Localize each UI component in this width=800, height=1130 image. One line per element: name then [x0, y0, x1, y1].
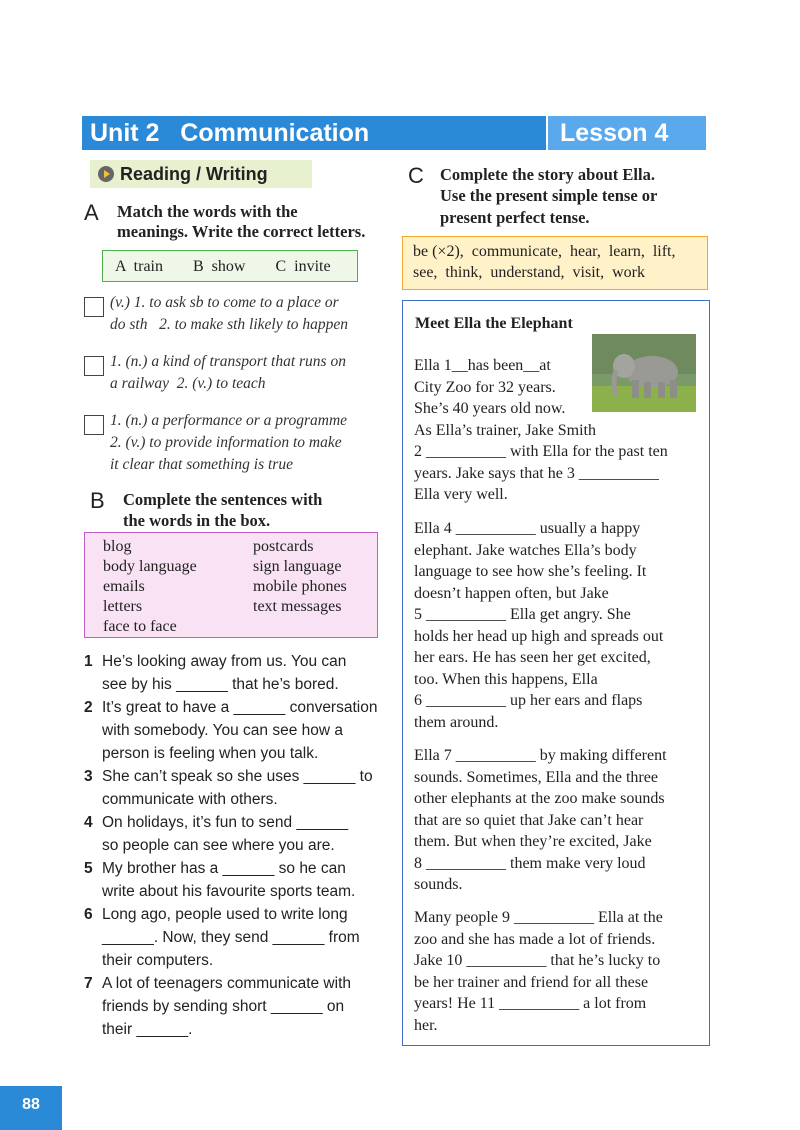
sentence-list	[84, 650, 394, 1041]
story-line: Ella 7 __________ by making different	[414, 747, 667, 764]
story-line: Jake 10 __________ that he’s lucky to	[414, 952, 661, 969]
word-item: postcards	[253, 538, 314, 555]
section-c-instruction-1: Complete the story about Ella.	[440, 165, 655, 184]
word-box	[84, 532, 378, 638]
word-box-col-1	[103, 537, 197, 637]
option-b: B show	[193, 258, 246, 275]
elephant-photo	[592, 334, 696, 412]
answer-checkbox-3[interactable]	[84, 415, 104, 435]
meaning-1: (v.) 1. to ask sb to come to a place or do sth 2. to make sth likely to happen	[110, 294, 349, 333]
meaning-3: 1. (n.) a performance or a programme 2. (v.) to provide information to make it clear that something is true	[110, 412, 348, 473]
sentence-7: 7 A lot of teenagers communicate with friends by sending short ______ on their ______.	[84, 975, 351, 1038]
section-a-instruction-2: meanings. Write the correct letters.	[117, 222, 366, 241]
word-item: letters	[103, 598, 143, 615]
section-tag-label: Reading / Writing	[120, 164, 268, 184]
verb-box-line-1: be (×2), communicate, hear, learn, lift,	[413, 243, 676, 260]
word-item: sign language	[253, 558, 342, 575]
story-line: be her trainer and friend for all these	[414, 973, 649, 991]
section-b-instruction-2: the words in the box.	[123, 511, 271, 530]
play-icon	[98, 166, 114, 182]
section-c-instruction-2: Use the present simple tense or	[440, 186, 658, 205]
verb-box-line-2: see, think, understand, visit, work	[413, 264, 645, 281]
story-line: her ears. He has seen her get excited,	[414, 649, 651, 666]
option-a: A train	[115, 258, 163, 275]
section-c-letter: C	[408, 163, 424, 188]
story-line: them. But when they’re excited, Jake	[414, 833, 652, 850]
sentence-2: 2 It’s great to have a ______ conversation with somebody. You can see how a person is feeling when you talk.	[84, 699, 378, 762]
word-item: emails	[103, 578, 145, 595]
story-line: 6 __________ up her ears and flaps	[414, 692, 643, 709]
lesson-label: Lesson 4	[546, 116, 706, 150]
story-line: sounds.	[414, 876, 463, 893]
sentence-1: 1 He’s looking away from us. You can see by his ______ that he’s bored.	[84, 653, 347, 693]
story-line: them around.	[414, 713, 499, 731]
word-item: face to face	[103, 618, 177, 635]
verb-box	[402, 236, 708, 290]
story-line: language to see how she’s feeling. It	[414, 563, 647, 580]
story-paragraph-4	[414, 907, 663, 1036]
sentence-4: 4 On holidays, it’s fun to send ______ so people can see where you are.	[84, 814, 349, 854]
story-line: sounds. Sometimes, Ella and the three	[414, 768, 658, 786]
story-line: doesn’t happen often, but Jake	[414, 584, 609, 602]
sentence-5: 5 My brother has a ______ so he can write about his favourite sports team.	[84, 860, 356, 900]
story-line: that are so quiet that Jake can’t hear	[414, 811, 644, 829]
story-line: 5 __________ Ella get angry. She	[414, 606, 631, 623]
option-c: C invite	[275, 258, 331, 275]
story-line: years. Jake says that he 3 __________	[414, 464, 659, 482]
story-line: City Zoo for 32 years.	[414, 378, 556, 396]
story-line: years! He 11 __________ a lot from	[414, 995, 647, 1012]
story-paragraph-2	[414, 518, 663, 733]
story-line: her.	[414, 1016, 438, 1034]
answer-checkbox-2[interactable]	[84, 356, 104, 376]
sentence-6: 6 Long ago, people used to write long ______. Now, they send ______ from their computers.	[84, 906, 360, 969]
word-item: mobile phones	[253, 578, 347, 595]
story-line: 2 __________ with Ella for the past ten	[414, 443, 668, 460]
story-line: zoo and she has made a lot of friends.	[414, 930, 656, 948]
story-line: Ella very well.	[414, 486, 508, 503]
page-number: 88	[0, 1086, 62, 1130]
section-a-letter: A	[84, 200, 99, 225]
story-line: 8 __________ them make very loud	[414, 854, 646, 872]
unit-title: Unit 2 Communication	[90, 119, 370, 147]
story-line: As Ella’s trainer, Jake Smith	[414, 421, 596, 439]
section-b-instruction-1: Complete the sentences with	[123, 490, 323, 509]
story-paragraph-3	[414, 745, 667, 896]
story-title: Meet Ella the Elephant	[415, 315, 573, 332]
story-line: Many people 9 __________ Ella at the	[414, 909, 663, 926]
word-item: text messages	[253, 598, 342, 615]
word-options-box	[102, 250, 358, 282]
story-line: Ella 4 __________ usually a happy	[414, 520, 641, 537]
section-b-letter: B	[90, 488, 105, 513]
section-a-instruction-1: Match the words with the	[117, 202, 298, 221]
section-c-instruction-3: present perfect tense.	[440, 208, 590, 227]
section-tag	[90, 160, 312, 188]
word-item: body language	[103, 558, 197, 575]
word-box-col-2	[253, 537, 347, 617]
answer-checkbox-1[interactable]	[84, 297, 104, 317]
story-line: too. When this happens, Ella	[414, 670, 598, 688]
sentence-3: 3 She can’t speak so she uses ______ to communicate with others.	[84, 768, 373, 808]
story-line: She’s 40 years old now.	[414, 400, 566, 417]
story-line: other elephants at the zoo make sounds	[414, 790, 665, 807]
story-line: elephant. Jake watches Ella’s body	[414, 541, 637, 559]
story-line: holds her head up high and spreads out	[414, 627, 664, 645]
story-line: Ella 1__has been__at	[414, 357, 551, 374]
unit-header	[82, 116, 706, 150]
word-item: blog	[103, 538, 132, 555]
meaning-2: 1. (n.) a kind of transport that runs on a railway 2. (v.) to teach	[110, 353, 346, 392]
